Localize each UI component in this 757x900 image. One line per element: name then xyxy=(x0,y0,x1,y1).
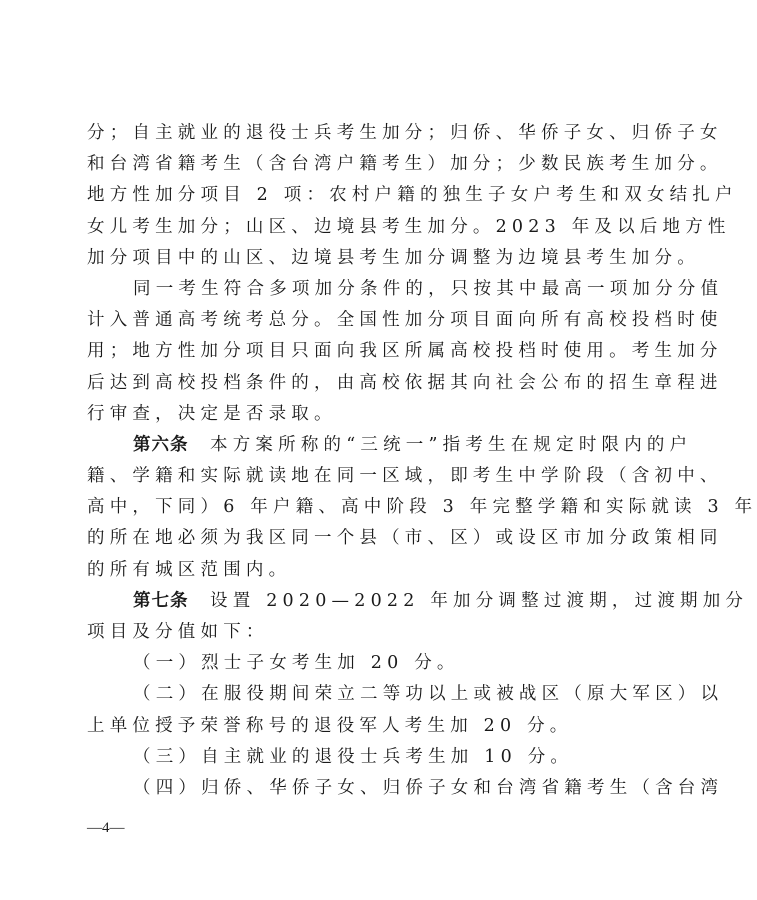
list-item: （四）归侨、华侨子女、归侨子女和台湾省籍考生（含台湾 xyxy=(133,777,724,798)
article-6-first-line xyxy=(87,430,693,461)
text-line: 和台湾省籍考生（含台湾户籍考生）加分；少数民族考生加分。 xyxy=(87,154,723,175)
text-line: 本方案所称的“三统一”指考生在规定时限内的户 xyxy=(210,434,693,455)
body-text xyxy=(87,118,757,804)
list-item: （三）自主就业的退役士兵考生加 10 分。 xyxy=(133,746,574,767)
text-line: 后达到高校投档条件的，由高校依据其向社会公布的招生章程进 xyxy=(87,372,723,393)
text-line: 地方性加分项目 2 项：农村户籍的独生子女户考生和双女结扎户 xyxy=(87,185,738,206)
text-line: 同一考生符合多项加分条件的，只按其中最高一项加分分值 xyxy=(133,278,724,299)
text-line: 的所在地必须为我区同一个县（市、区）或设区市加分政策相同 xyxy=(87,528,723,549)
text-line: 加分项目中的山区、边境县考生加分调整为边境县考生加分。 xyxy=(87,247,700,268)
text-line: 设置 2020—2022 年加分调整过渡期，过渡期加分 xyxy=(210,590,749,611)
page-number: —4— xyxy=(87,820,125,836)
list-item: （一）烈士子女考生加 20 分。 xyxy=(133,653,460,674)
text-line: 女儿考生加分；山区、边境县考生加分。2023 年及以后地方性 xyxy=(87,216,731,237)
text-line: 行审查，决定是否录取。 xyxy=(87,403,337,424)
text-line: 的所有城区范围内。 xyxy=(87,559,292,580)
article-6-title: 第六条 xyxy=(133,434,189,455)
text-line: 计入普通高考统考总分。全国性加分项目面向所有高校投档时使 xyxy=(87,310,723,331)
text-line: 项目及分值如下： xyxy=(87,622,269,642)
text-line: 籍、学籍和实际就读地在同一区域，即考生中学阶段（含初中、 xyxy=(87,466,723,487)
list-item: （二）在服役期间荣立二等功以上或被战区（原大军区）以 xyxy=(133,684,724,705)
text-line: 用；地方性加分项目只面向我区所属高校投档时使用。考生加分 xyxy=(87,341,723,362)
text-line: 上单位授予荣誉称号的退役军人考生加 20 分。 xyxy=(87,715,573,736)
text-line: 分；自主就业的退役士兵考生加分；归侨、华侨子女、归侨子女 xyxy=(87,123,723,143)
article-7-title: 第七条 xyxy=(133,590,189,611)
article-7-first-line xyxy=(87,586,749,617)
text-line: 高中，下同）6 年户籍、高中阶段 3 年完整学籍和实际就读 3 年 xyxy=(87,497,757,518)
